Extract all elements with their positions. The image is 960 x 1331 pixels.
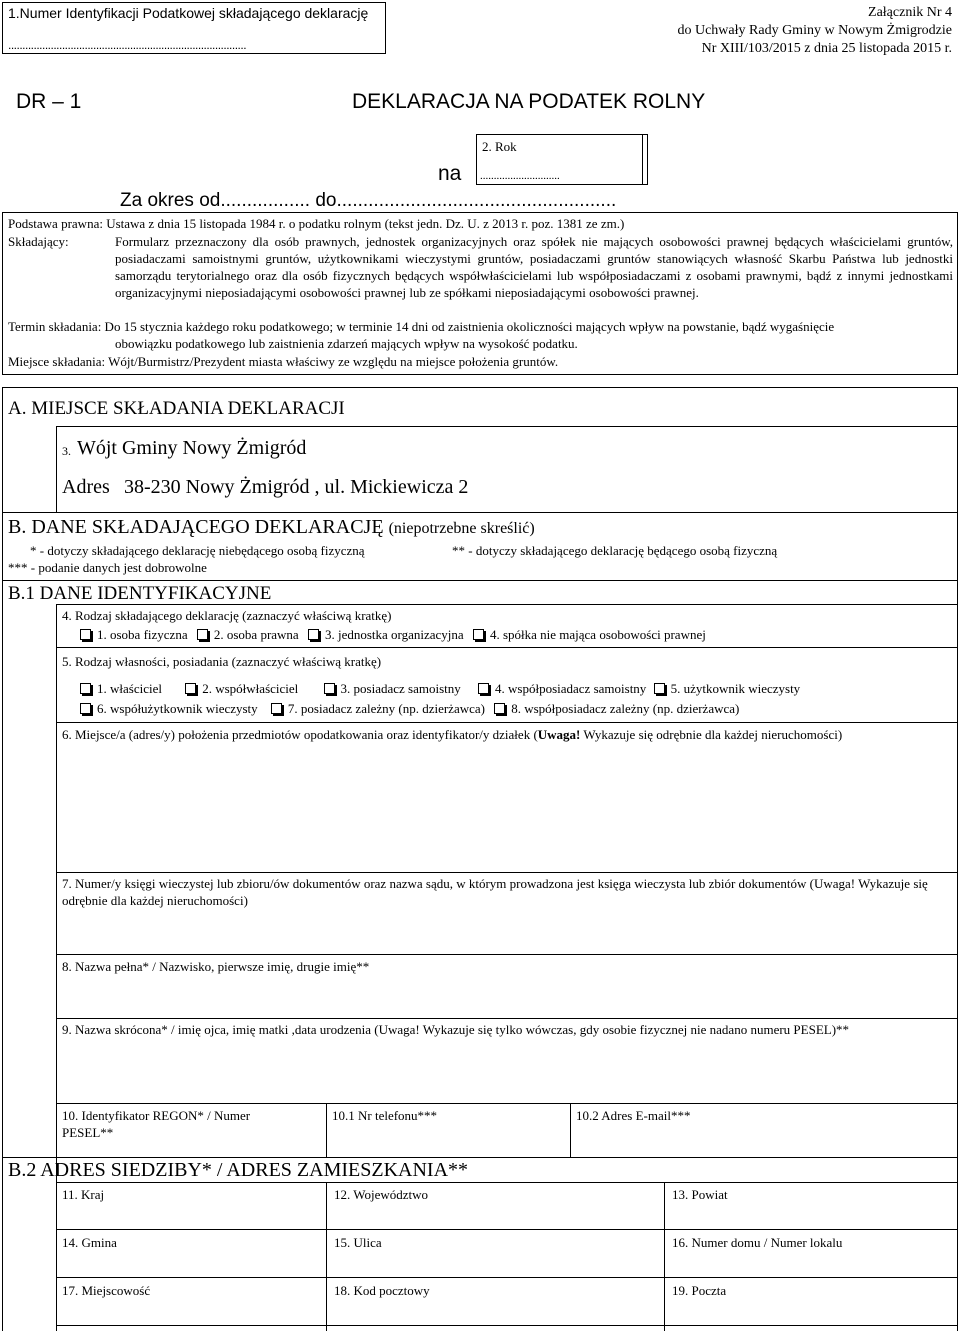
b2-top-line [2, 1157, 958, 1158]
field-house-number[interactable]: 16. Numer domu / Numer lokalu [672, 1235, 843, 1250]
section-b-note: (niepotrzebne skreślić) [388, 520, 535, 537]
q4-options [80, 626, 706, 643]
field-voivodeship[interactable]: 12. Województwo [334, 1187, 429, 1202]
q9-bottom-line [56, 1103, 958, 1104]
section-b1-title: B.1 DANE IDENTYFIKACYJNE [8, 583, 272, 604]
footnote-1: * - dotyczy składającego deklarację niebędącego osobą fizyczną [30, 543, 365, 558]
checkbox-icon[interactable] [80, 629, 91, 640]
q8-bottom-line [56, 1018, 958, 1019]
q6-input[interactable] [56, 744, 958, 872]
footnote-3: *** - podanie danych jest dobrowolne [8, 560, 207, 575]
checkbox-icon[interactable] [473, 629, 484, 640]
year-box-divider [642, 134, 643, 185]
form-code: DR – 1 [16, 90, 82, 113]
q5-option-7[interactable]: 7. posiadacz zależny (np. dzierżawca) [271, 701, 485, 716]
q4-option-1[interactable]: 1. osoba fizyczna [80, 627, 188, 642]
checkbox-icon[interactable] [185, 683, 196, 694]
q10-divider-1 [326, 1103, 327, 1157]
legal-basis: Podstawa prawna: Ustawa z dnia 15 listopada 1984 r. o podatku rolnym (tekst jedn. Dz. U. z 2013 r. poz. 1381 ze zm.) [8, 216, 625, 231]
section-b2-title: B.2 ADRES SIEDZIBY* / ADRES ZAMIESZKANIA** [8, 1159, 469, 1181]
q9-input[interactable] [56, 1040, 958, 1103]
deadline-line-2: obowiązku podatkowego lub zaistnienia zdarzeń mających wpływ na wysokość podatku. [115, 336, 578, 351]
form-title: DEKLARACJA NA PODATEK ROLNY [352, 90, 706, 113]
section-b-title-wrap [8, 516, 535, 539]
checkbox-icon[interactable] [324, 683, 335, 694]
q5-option-5[interactable]: 5. użytkownik wieczysty [654, 681, 801, 696]
nip-label: 1.Numer Identyfikacji Podatkowej składającego deklarację [8, 5, 369, 21]
checkbox-icon[interactable] [80, 683, 91, 694]
q4-option-4[interactable]: 4. spółka nie mająca osobowości prawnej [473, 627, 706, 642]
q6-label: 6. Miejsce/a (adres/y) położenia przedmiotów opodatkowania oraz identyfikator/y działek (Uwaga! Wykazuje się odrębnie dla każdej nieruchomości) [62, 727, 843, 742]
b2-col-divider-1 [326, 1182, 327, 1331]
q5-option-3[interactable]: 3. posiadacz samoistny [324, 681, 461, 696]
address-label: Adres [62, 476, 110, 498]
q7-input[interactable] [56, 910, 958, 954]
section-a-title: A. MIEJSCE SKŁADANIA DEKLARACJI [8, 398, 345, 419]
checkbox-icon[interactable] [478, 683, 489, 694]
field-commune[interactable]: 14. Gmina [62, 1235, 117, 1250]
q4-option-2[interactable]: 2. osoba prawna [197, 627, 299, 642]
attachment-line-1: Załącznik Nr 4 [868, 5, 952, 20]
b2-row-divider-2 [56, 1277, 958, 1278]
na-label: na [438, 162, 462, 185]
q9-label: 9. Nazwa skrócona* / imię ojca, imię matki ,data urodzenia (Uwaga! Wykazuje się tylko wówczas, gdy osobie fizycznej nie nadano numeru PESEL)** [62, 1022, 850, 1037]
q6-bottom-line [56, 872, 958, 873]
checkbox-icon[interactable] [494, 703, 505, 714]
q8-label: 8. Nazwa pełna* / Nazwisko, pierwsze imię, drugie imię** [62, 959, 370, 974]
office-address: 38-230 Nowy Żmigród , ul. Mickiewicza 2 [124, 476, 469, 498]
checkbox-icon[interactable] [308, 629, 319, 640]
year-label: 2. Rok [482, 139, 517, 154]
checkbox-icon[interactable] [80, 703, 91, 714]
b2-fields-top-line [56, 1182, 958, 1183]
q5-options-row-1 [80, 680, 800, 697]
b1-top-line [2, 580, 958, 581]
q5-label: 5. Rodzaj własności, posiadania (zaznaczyć właściwą kratkę) [62, 654, 382, 669]
attachment-line-3: Nr XIII/103/2015 z dnia 25 listopada 2015 r. [701, 41, 952, 56]
filer-text: Formularz przeznaczony dla osób prawnych, jednostek organizacyjnych oraz spółek nie mających osobowości prawnej będących właścicielami gruntów, posiadaczami samoistnymi gruntów, użytkownikami wieczystymi gruntów, posiadaczami gruntów stanowiących własność Skarbu Państwa lub jednostki samorządu terytorialnego oraz dla osób fizycznych będących współwłaścicielami lub współposiadaczami z osobami prawnymi, bądź z innymi jednostkami organizacyjnymi nieposiadającymi osobowości prawnej lub ze spółkami nieposiadającymi osobowości prawnej. [115, 234, 953, 300]
checkbox-icon[interactable] [197, 629, 208, 640]
attachment-line-2: do Uchwały Rady Gminy w Nowym Żmigrodzie [677, 23, 952, 38]
place-of-filing: Miejsce składania: Wójt/Burmistrz/Prezydent miasta właściwy ze względu na miejsce położenia gruntów. [8, 354, 559, 369]
field-3-number: 3. [62, 444, 71, 458]
nip-input[interactable]: .................................................................................... [8, 38, 247, 52]
q5-option-8[interactable]: 8. współposiadacz zależny (np. dzierżawca) [494, 701, 739, 716]
q7-bottom-line [56, 954, 958, 955]
q5-bottom-line [56, 722, 958, 723]
filer-label: Składający: [8, 234, 69, 249]
field-country[interactable]: 11. Kraj [62, 1187, 105, 1202]
field-street[interactable]: 15. Ulica [334, 1235, 382, 1250]
q4-label: 4. Rodzaj składającego deklarację (zaznaczyć właściwą kratkę) [62, 608, 392, 623]
q10-label[interactable]: 10. Identyfikator REGON* / Numer PESEL** [62, 1108, 251, 1140]
q10-2-label[interactable]: 10.2 Adres E-mail*** [576, 1108, 691, 1123]
field-postal-code[interactable]: 18. Kod pocztowy [334, 1283, 430, 1298]
q7-label: 7. Numer/y księgi wieczystej lub zbioru/ów dokumentów oraz nazwa sądu, w którym prowadzona jest księga wieczysta lub zbiór dokumentów (Uwaga! Wykazuje się odrębnie dla każdej nieruchomości) [62, 876, 928, 908]
period-field[interactable]: Za okres od................. do..................................................... [120, 190, 617, 211]
office-name: Wójt Gminy Nowy Żmigród [77, 437, 307, 459]
checkbox-icon[interactable] [271, 703, 282, 714]
q5-option-4[interactable]: 4. współposiadacz samoistny [478, 681, 646, 696]
year-input[interactable]: ............................. [480, 170, 560, 182]
field-county[interactable]: 13. Powiat [672, 1187, 728, 1202]
b2-col-divider-2 [664, 1182, 665, 1331]
q5-option-6[interactable]: 6. współużytkownik wieczysty [80, 701, 258, 716]
checkbox-icon[interactable] [654, 683, 665, 694]
footnote-2: ** - dotyczy składającego deklarację będącego osobą fizyczną [452, 543, 778, 558]
b2-row-divider-3 [56, 1325, 958, 1326]
q8-input[interactable] [56, 976, 958, 1018]
field-post-office[interactable]: 19. Poczta [672, 1283, 727, 1298]
attachment-note [677, 4, 952, 58]
q5-options-row-2 [80, 700, 739, 717]
q5-option-1[interactable]: 1. właściciel [80, 681, 162, 696]
q10-divider-2 [570, 1103, 571, 1157]
deadline-line-1: Termin składania: Do 15 stycznia każdego roku podatkowego; w terminie 14 dni od zaistnienia okoliczności mających wpływ na powstanie, bądź wygaśnięcie [8, 319, 835, 334]
section-b-title: B. DANE SKŁADAJĄCEGO DEKLARACJĘ [8, 516, 384, 538]
q10-1-label[interactable]: 10.1 Nr telefonu*** [332, 1108, 438, 1123]
q4-option-3[interactable]: 3. jednostka organizacyjna [308, 627, 464, 642]
q5-option-2[interactable]: 2. współwłaściciel [185, 681, 298, 696]
q4-bottom-line [56, 647, 958, 648]
field-town[interactable]: 17. Miejscowość [62, 1283, 151, 1298]
b2-row-divider-1 [56, 1229, 958, 1230]
